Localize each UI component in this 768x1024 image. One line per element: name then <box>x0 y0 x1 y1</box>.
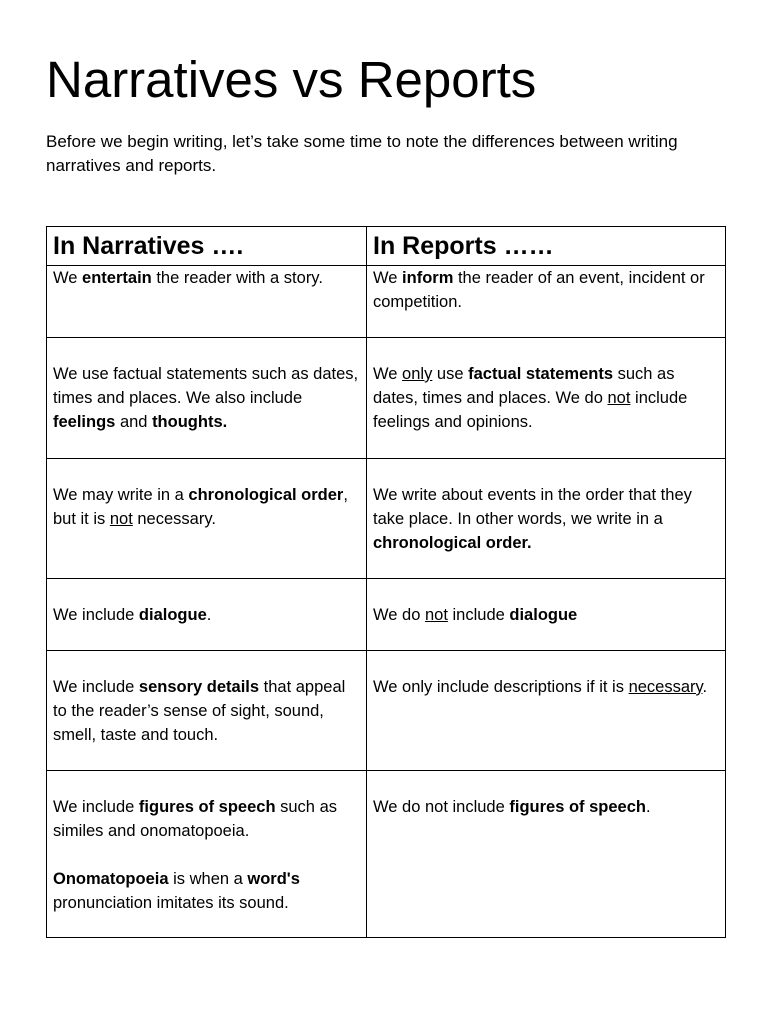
narratives-cell-text <box>53 459 360 531</box>
underlined-text: necessary <box>628 678 703 696</box>
reports-cell <box>367 338 726 459</box>
text-run: We only include descriptions if it is <box>373 678 629 696</box>
table-header-row <box>47 227 726 266</box>
table-row <box>47 459 726 579</box>
reports-cell-text <box>373 338 719 434</box>
narratives-cell-text <box>53 266 360 290</box>
bold-text: chronological order. <box>373 534 532 552</box>
underlined-text: not <box>424 606 448 624</box>
text-run: use <box>432 365 469 383</box>
narratives-cell <box>47 651 367 771</box>
narratives-cell <box>47 459 367 579</box>
text-run: . <box>646 798 651 816</box>
bold-text: chronological order <box>188 486 344 504</box>
comparison-table <box>46 226 726 938</box>
reports-cell-text <box>373 579 719 627</box>
intro-paragraph: Before we begin writing, let’s take some time to note the differences between writing narratives and reports. <box>46 132 678 175</box>
text-run: We <box>53 269 83 287</box>
table-row <box>47 266 726 338</box>
narratives-cell-text <box>53 651 360 747</box>
text-run: We may write in a <box>53 486 189 504</box>
narratives-cell <box>47 579 367 651</box>
underlined-text: not <box>607 389 631 407</box>
text-run: , but it is <box>53 486 348 528</box>
narratives-cell-text <box>53 771 360 915</box>
reports-cell-text <box>373 266 719 314</box>
reports-cell <box>367 579 726 651</box>
text-run: and <box>115 413 153 431</box>
narratives-cell <box>47 338 367 459</box>
bold-text: figures of speech <box>509 798 646 816</box>
narratives-cell-text <box>53 338 360 434</box>
text-run: that appeal to the reader’s sense of sight, sound, smell, taste and touch. <box>53 678 346 744</box>
narratives-column-header: In Narratives …. <box>47 227 367 266</box>
bold-text: factual statements <box>468 365 613 383</box>
bold-text: figures of speech <box>138 798 276 816</box>
text-run: . <box>702 678 708 696</box>
text-run: We write about events in the order that they take place. In other words, we write in a <box>373 486 692 528</box>
text-run: include feelings and opinions. <box>373 389 688 431</box>
text-run: the reader with a story. <box>151 269 323 287</box>
bold-text: feelings <box>53 413 116 431</box>
bold-text: dialogue <box>138 606 207 624</box>
table-row <box>47 651 726 771</box>
reports-cell-text <box>373 651 719 699</box>
text-run: pronunciation imitates its sound. <box>53 894 289 912</box>
table-row <box>47 338 726 459</box>
table-body <box>47 266 726 938</box>
text-run: We include <box>53 798 139 816</box>
narratives-cell <box>47 771 367 938</box>
table-row <box>47 771 726 938</box>
text-run: such as dates, times and places. We do <box>373 365 675 407</box>
reports-column-header: In Reports …… <box>367 227 726 266</box>
text-run: . <box>206 606 212 624</box>
text-run: We <box>373 365 403 383</box>
reports-cell-text <box>373 459 719 555</box>
text-run: include <box>447 606 510 624</box>
text-run: We use factual statements such as dates, times and places. We also include <box>53 365 359 407</box>
text-run: is when a <box>168 870 248 888</box>
reports-cell <box>367 771 726 938</box>
text-run: such as similes and onomatopoeia. <box>53 798 337 840</box>
narratives-cell <box>47 266 367 338</box>
page-title: Narratives vs Reports <box>46 51 537 108</box>
underlined-text: not <box>109 510 133 528</box>
bold-text: inform <box>402 269 454 287</box>
paragraph-break <box>53 843 360 867</box>
bold-text: Onomatopoeia <box>53 870 169 888</box>
bold-text: sensory details <box>138 678 260 696</box>
bold-text: word's <box>247 870 300 888</box>
text-run: We do not include <box>373 798 510 816</box>
bold-text: thoughts. <box>152 413 228 431</box>
reports-cell <box>367 651 726 771</box>
bold-text: entertain <box>82 269 152 287</box>
text-run: We do <box>373 606 425 624</box>
table-row <box>47 579 726 651</box>
narratives-cell-text <box>53 579 360 627</box>
reports-cell <box>367 266 726 338</box>
reports-cell-text <box>373 771 719 819</box>
bold-text: dialogue <box>509 606 578 624</box>
text-run: We <box>373 269 403 287</box>
text-run: the reader of an event, incident or competition. <box>373 269 705 311</box>
text-run: We include <box>53 606 139 624</box>
underlined-text: only <box>402 365 433 383</box>
text-run: We include <box>53 678 139 696</box>
reports-cell <box>367 459 726 579</box>
text-run: necessary. <box>132 510 216 528</box>
